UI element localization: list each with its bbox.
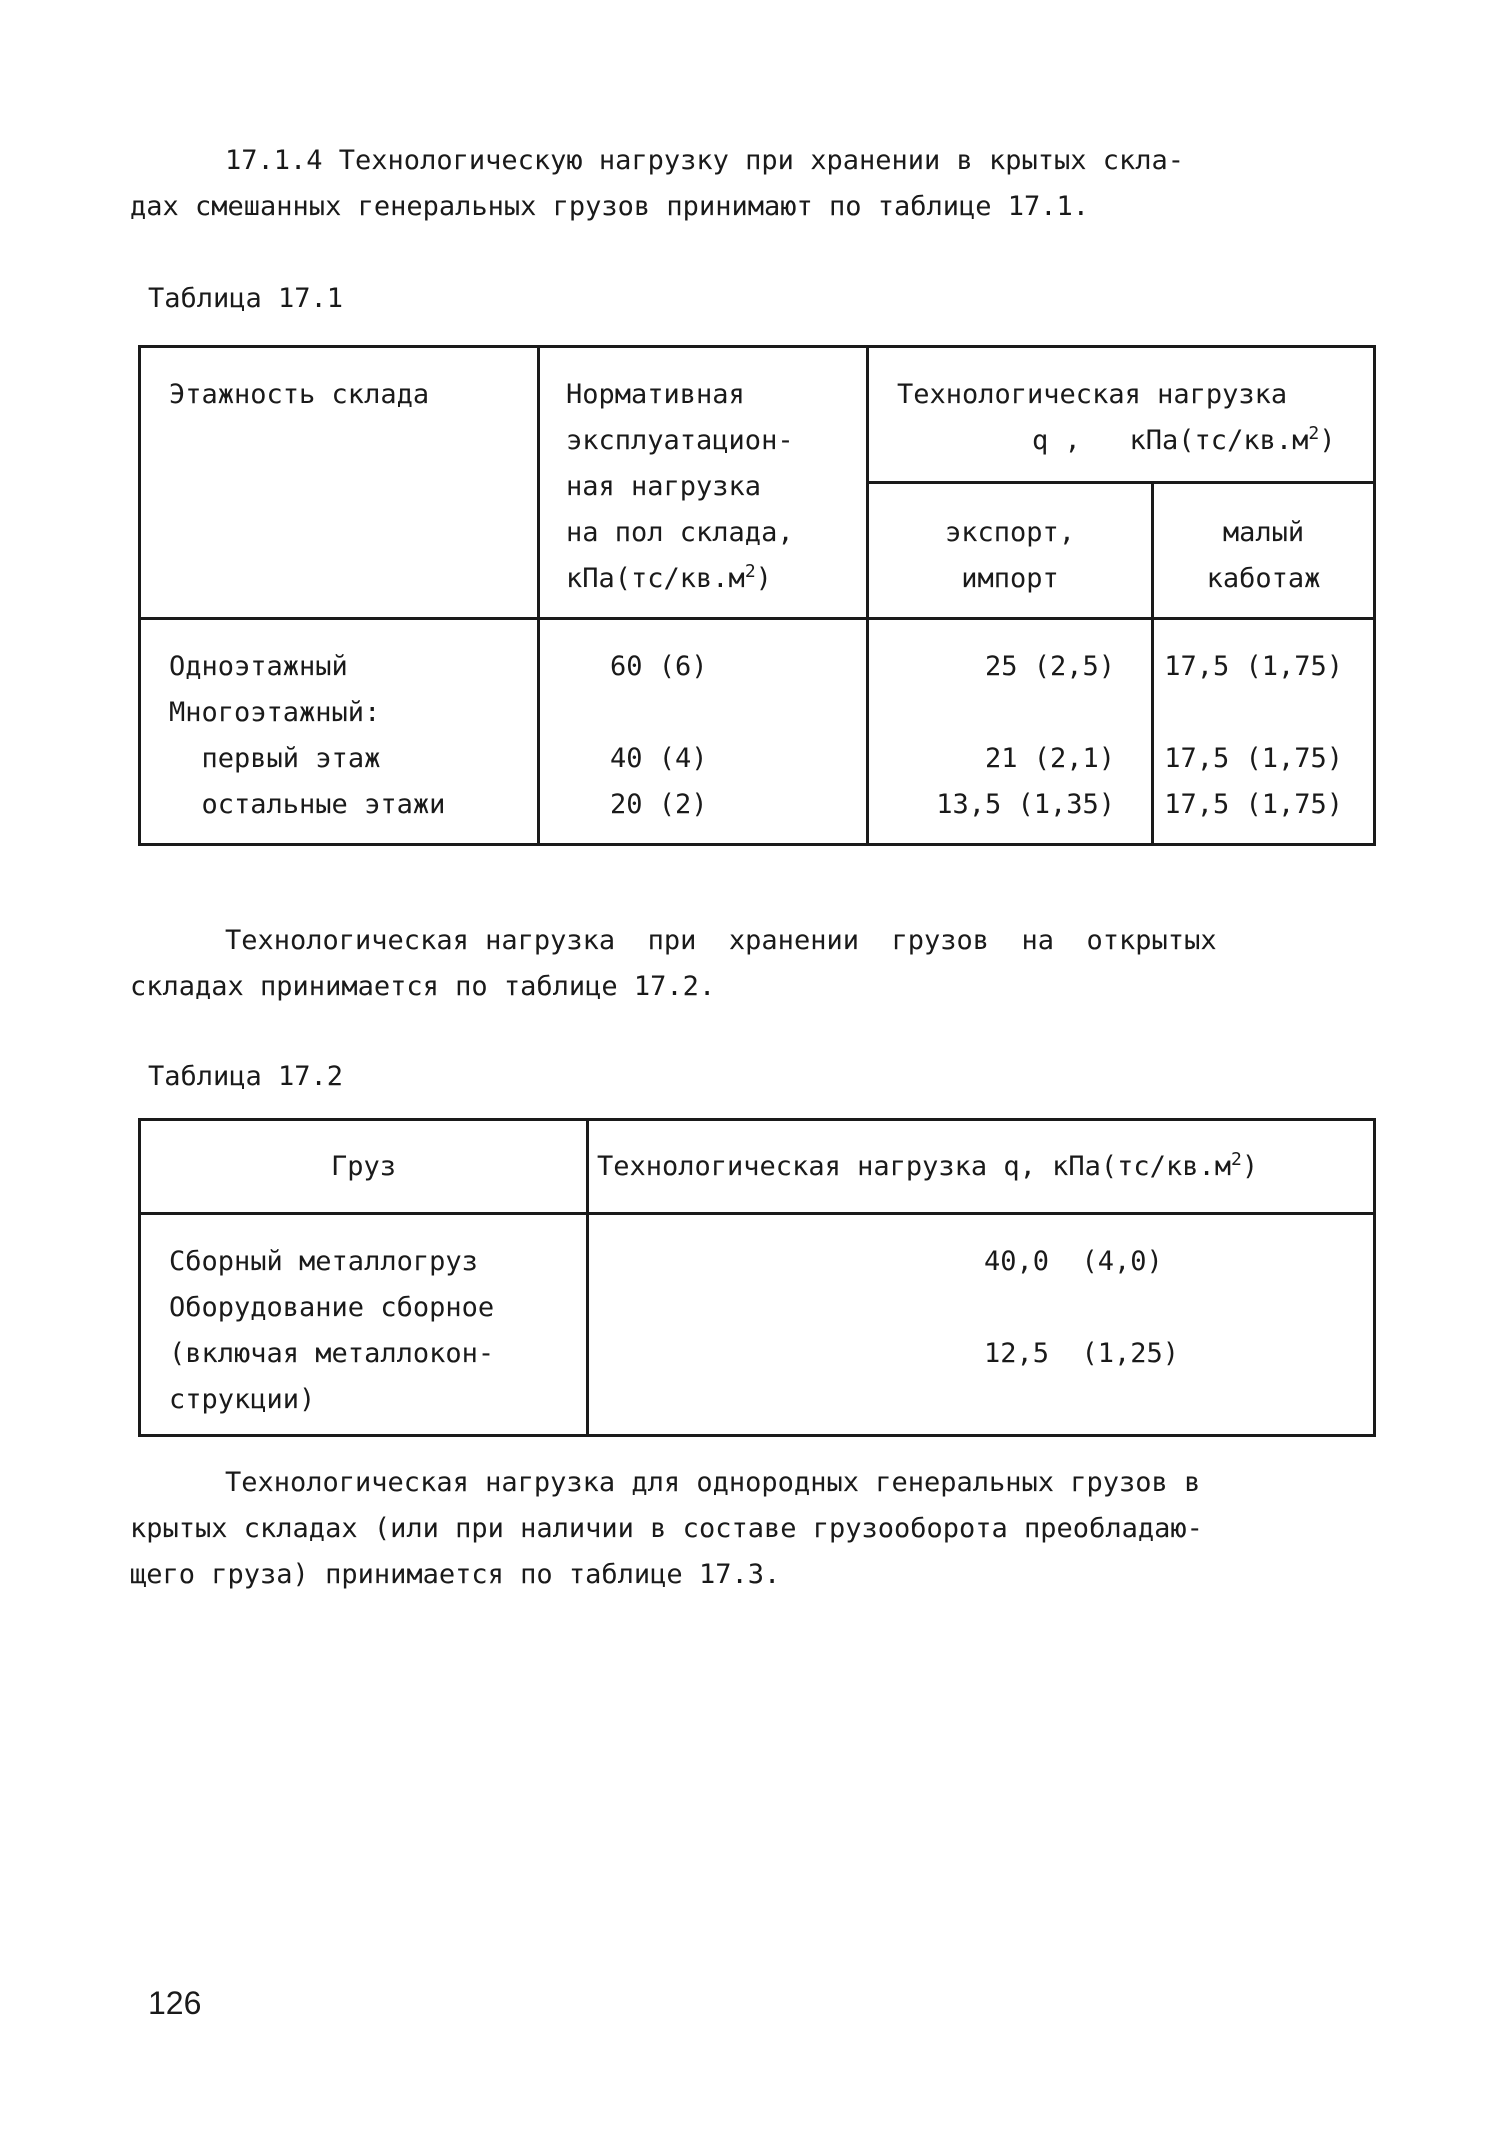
table-1-header-cabotage bbox=[1153, 483, 1375, 619]
table-1-header-tech-load-unit-text: q , кПа(тс/кв.м bbox=[1032, 425, 1309, 456]
table-1-header-cabotage-label: малый каботаж bbox=[1206, 517, 1321, 594]
table-1-body-floor-values: Одноэтажный Многоэтажный: первый этаж остальные этажи bbox=[169, 651, 446, 820]
table-2-body-load bbox=[588, 1214, 1375, 1436]
table-1-caption: Таблица 17.1 bbox=[148, 283, 344, 314]
paragraph-3-line-2: крытых складах (или при наличии в составе грузооборота преобладаю- bbox=[130, 1513, 1203, 1544]
table-1-header-tech-load-tail: ) bbox=[1319, 425, 1336, 456]
table-2-header-load bbox=[588, 1120, 1375, 1214]
table-1-body-export-values: 25 (2,5) 21 (2,1) 13,5 (1,35) bbox=[936, 651, 1115, 820]
paragraph-1-line-1: 17.1.4 Технологическую нагрузку при хранении в крытых скла- bbox=[225, 145, 1185, 176]
paragraph-2-line-2: складах принимается по таблице 17.2. bbox=[130, 971, 716, 1002]
table-1-header-normative-label: Нормативная эксплуатацион- ная нагрузка на пол склада, кПа(тс/кв.м bbox=[566, 379, 794, 594]
paragraph-3-line-1: Технологическая нагрузка для однородных генеральных грузов в bbox=[225, 1467, 1201, 1498]
paragraph-1-line-2: дах смешанных генеральных грузов принимают по таблице 17.1. bbox=[130, 191, 1090, 222]
table-2-body-load-value-2: 12,5 (1,25) bbox=[984, 1338, 1180, 1369]
table-1-header-export-label: экспорт, импорт bbox=[944, 517, 1076, 594]
paragraph-2-line-1: Технологическая нагрузка при хранении грузов на открытых bbox=[225, 925, 1217, 956]
table-1-header-tech-load-title: Технологическая нагрузка bbox=[897, 379, 1288, 410]
table-1 bbox=[138, 345, 1376, 846]
table-2-header-cargo-label: Груз bbox=[330, 1150, 397, 1182]
table-1-body-export bbox=[868, 619, 1153, 845]
table-1-header-export bbox=[868, 483, 1153, 619]
page-number: 126 bbox=[148, 1985, 202, 2021]
table-2-header-load-sup: 2 bbox=[1230, 1148, 1242, 1170]
paragraph-2 bbox=[130, 918, 1390, 1010]
table-2-header-load-label: Технологическая нагрузка q, кПа(тс/кв.м bbox=[597, 1150, 1231, 1182]
table-1-header-tech-load bbox=[868, 347, 1375, 483]
table-1-header-tech-load-sup: 2 bbox=[1308, 423, 1320, 444]
table-1-header-tech-load-unit bbox=[897, 418, 1373, 464]
paragraph-3 bbox=[130, 1460, 1390, 1598]
table-1-header-normative-sup: 2 bbox=[744, 561, 756, 582]
table-2-body-cargo bbox=[140, 1214, 588, 1436]
table-2-body-cargo-values: Сборный металлогруз Оборудование сборное (включая металлокон- струкции) bbox=[169, 1246, 495, 1415]
table-1-header-floor-label: Этажность склада bbox=[169, 379, 430, 410]
table-1-header-normative bbox=[539, 347, 868, 619]
table-1-body-cabotage bbox=[1153, 619, 1375, 845]
table-2-header-load-tail: ) bbox=[1241, 1150, 1259, 1182]
paragraph-3-line-3: щего груза) принимается по таблице 17.3. bbox=[130, 1559, 781, 1590]
table-1-body-floor bbox=[140, 619, 539, 845]
table-1-body-normative bbox=[539, 619, 868, 845]
paragraph-1 bbox=[130, 138, 1390, 230]
table-1-header-normative-tail: ) bbox=[755, 563, 772, 594]
table-1-header-floor bbox=[140, 347, 539, 619]
table-2-caption: Таблица 17.2 bbox=[148, 1061, 344, 1092]
table-2-body-load-value-1: 40,0 (4,0) bbox=[984, 1246, 1163, 1277]
table-1-body-cabotage-values: 17,5 (1,75) 17,5 (1,75) 17,5 (1,75) bbox=[1164, 651, 1343, 820]
table-1-body-normative-values: 60 (6) 40 (4) 20 (2) bbox=[610, 651, 708, 820]
table-2-header-cargo bbox=[140, 1120, 588, 1214]
table-2 bbox=[138, 1118, 1376, 1437]
